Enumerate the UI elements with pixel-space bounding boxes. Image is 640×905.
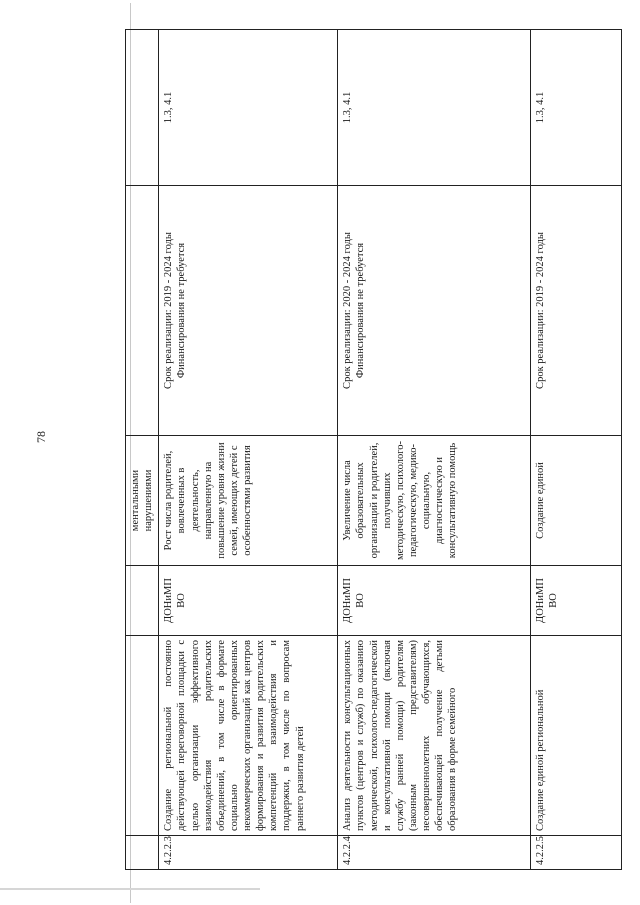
cell-activity-empty [126, 636, 159, 836]
page-number: 78 [34, 431, 48, 443]
cell-activity: Создание региональной постоянно действующей переговорной площадки с целью организации эффективного взаимодействия родительских объединений, в том числе в формате социально ориентированных некоммерческих организаций как центров формирования и развития родительских компетенций взаимодействия и поддержки, в том числе по вопросам раннего развития детей [159, 636, 338, 836]
financing-text: Финансирования не требуется [355, 242, 367, 379]
measures-table [125, 29, 622, 870]
table-row [338, 30, 531, 870]
financing-text: Финансирования не требуется [176, 242, 188, 379]
cell-result-continued: ментальными нарушениями [126, 436, 159, 566]
cell-term [159, 186, 338, 436]
cell-program: 1.3, 4.1 [338, 30, 531, 186]
rotated-table-container [125, 30, 605, 870]
term-text: Срок реализации: 2020 - 2024 годы [342, 232, 354, 389]
cell-term [338, 186, 531, 436]
cell-result: Рост числа родителей, вовлеченных в деятельность, направленную на повышение уровня жизни семей, имеющих детей с особенностями развития [159, 436, 338, 566]
cell-num: 4.2.2.5 [531, 836, 622, 870]
table-row [531, 30, 622, 870]
cell-executor: ДОНиМП ВО [531, 566, 622, 636]
cell-program-empty [126, 30, 159, 186]
table-row [159, 30, 338, 870]
cell-activity: Анализ деятельности консультационных пунктов (центров и служб) по оказанию методической, психолого-педагогической и консультативной помощи (включая службу ранней помощи) родителям (законным представителям) несовершеннолетних обучающихся, обеспечивающей получение детьми образования в форме семейного [338, 636, 531, 836]
cell-term [531, 186, 622, 436]
cell-term-empty [126, 186, 159, 436]
cell-program: 1.3, 4.1 [159, 30, 338, 186]
cell-executor-empty [126, 566, 159, 636]
cell-result: Создание единой [531, 436, 622, 566]
table-row-continued [126, 30, 159, 870]
cell-program: 1.3, 4.1 [531, 30, 622, 186]
term-text: Срок реализации: 2019 - 2024 годы [535, 232, 547, 389]
cell-num-empty [126, 836, 159, 870]
cell-executor: ДОНиМП ВО [159, 566, 338, 636]
cell-num: 4.2.2.3 [159, 836, 338, 870]
document-table-area [115, 0, 635, 892]
cell-activity: Создание единой региональной [531, 636, 622, 836]
term-text: Срок реализации: 2019 - 2024 годы [163, 232, 175, 389]
cell-executor: ДОНиМП ВО [338, 566, 531, 636]
cell-num: 4.2.2.4 [338, 836, 531, 870]
cell-result: Увеличение числа образовательных организаций и родителей, получивших методическую, психолого-педагогическую, медико-социальную, диагностическую и консультативную помощь [338, 436, 531, 566]
